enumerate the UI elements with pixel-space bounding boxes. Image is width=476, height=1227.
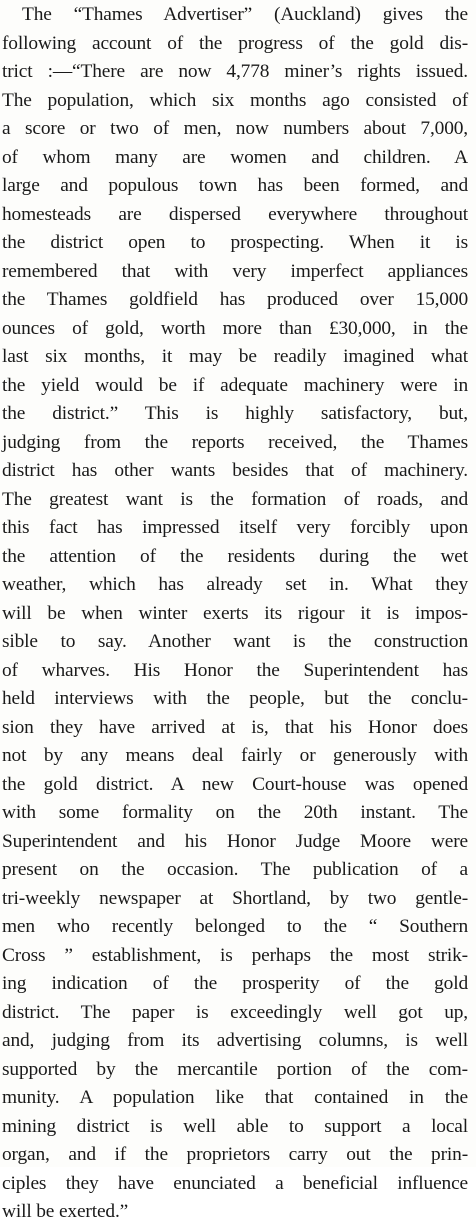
article-line: supported by the mercantile portion of the com- [2, 1058, 468, 1080]
article-line: the district.” This is highly satisfactory, but, [2, 403, 468, 424]
article-line: The greatest want is the formation of roads, and [2, 488, 468, 510]
article-line: organ, and if the proprietors carry out the prin- [2, 1144, 468, 1165]
article-line: The population, which six months ago consisted of [2, 89, 468, 111]
article-line: tri-weekly newspaper at Shortland, by two gentle- [2, 887, 468, 909]
article-line: trict :—“There are now 4,778 miner’s rights issued. [2, 61, 468, 82]
article-line: the yield would be if adequate machinery were in [2, 374, 468, 396]
article-line: Cross ” establishment, is perhaps the most strik- [2, 944, 468, 966]
article-line: the district open to prospecting. When it is [2, 232, 468, 253]
article-line: judging from the reports received, the Thames [2, 431, 468, 453]
article-line: ounces of gold, worth more than £30,000, in the [2, 317, 468, 339]
article-line: this fact has impressed itself very forcibly upon [2, 517, 468, 538]
article-line: a score or two of men, now numbers about 7,000, [2, 118, 468, 139]
article-line: with some formality on the 20th instant. The [2, 802, 468, 823]
article-line: The “Thames Advertiser” (Auckland) gives the [22, 4, 468, 25]
article-line: sible to say. Another want is the construction [2, 631, 468, 652]
article-line: and, judging from its advertising columns, is well [2, 1030, 468, 1051]
article-line: present on the occasion. The publication of a [2, 859, 468, 880]
article-line: last six months, it may be readily imagined what [2, 346, 468, 367]
article-line: will be exerted.” [2, 1201, 129, 1222]
article-line: held interviews with the people, but the conclu- [2, 688, 468, 709]
article-line: sion they have arrived at is, that his Honor does [2, 716, 468, 738]
article-line: the attention of the residents during the wet [2, 545, 468, 567]
article-line: district has other wants besides that of machinery. [2, 460, 468, 481]
article-line: men who recently belonged to the “ Southern [2, 916, 468, 937]
article-line: of whom many are women and children. A [2, 146, 468, 168]
article-line: large and populous town has been formed, and [2, 175, 468, 196]
article-line: munity. A population like that contained in the [2, 1087, 468, 1108]
article-line: following account of the progress of the gold dis- [2, 32, 468, 54]
article-line: the gold district. A new Court-house was opened [2, 773, 468, 795]
article-line: Superintendent and his Honor Judge Moore were [2, 830, 468, 852]
article-column [0, 1, 472, 1227]
article-line: not by any means deal fairly or generously with [2, 745, 468, 766]
article-line: remembered that with very imperfect appliances [2, 260, 468, 282]
article-line: of wharves. His Honor the Superintendent has [2, 659, 468, 681]
article-line: district. The paper is exceedingly well got up, [2, 1001, 468, 1023]
article-line: ciples they have enunciated a beneficial influence [2, 1172, 468, 1194]
article-line: weather, which has already set in. What they [2, 574, 468, 595]
article-line: mining district is well able to support a local [2, 1115, 468, 1137]
article-line: ing indication of the prosperity of the gold [2, 973, 468, 994]
article-line: will be when winter exerts its rigour it is impos- [2, 602, 468, 624]
article-line: the Thames goldfield has produced over 15,000 [2, 289, 468, 310]
article-line: homesteads are dispersed everywhere throughout [2, 203, 468, 225]
